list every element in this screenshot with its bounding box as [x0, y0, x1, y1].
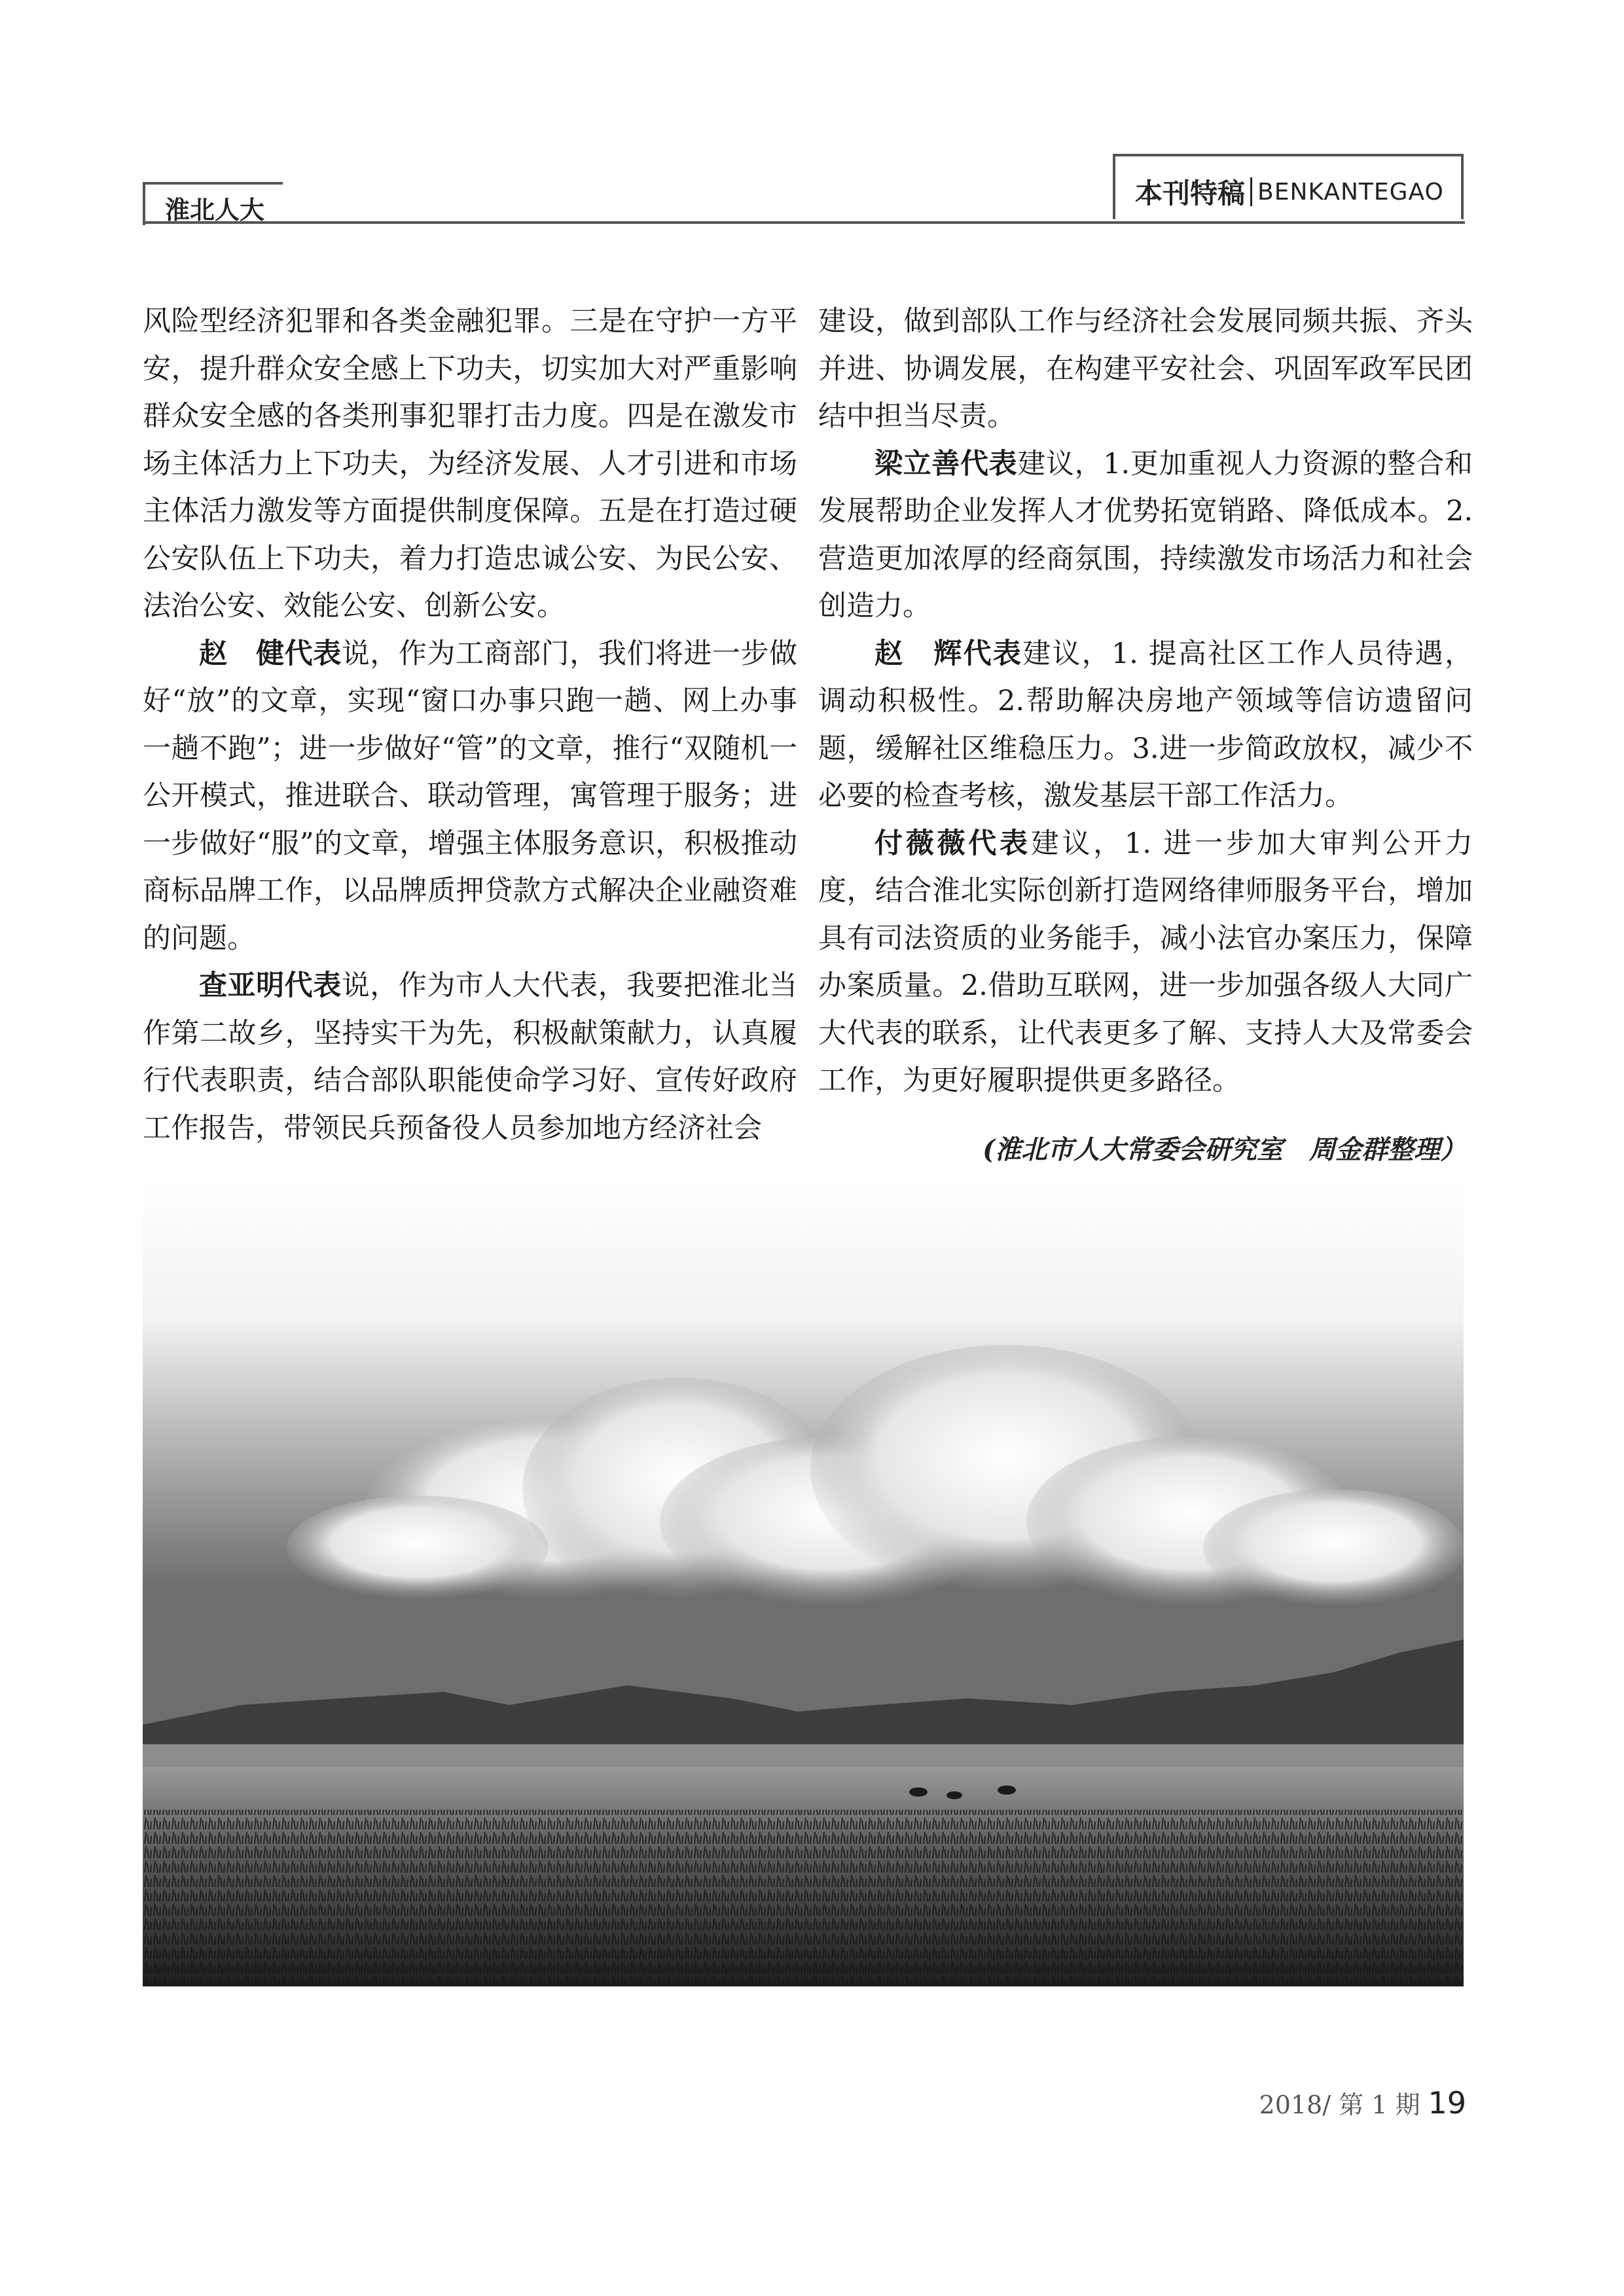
- left-column: [143, 298, 797, 1152]
- paragraph: [143, 630, 797, 963]
- speaker-name: 赵 健代表: [199, 637, 342, 670]
- issue-label: 2018/ 第 1 期: [1259, 2090, 1420, 2119]
- speaker-statement: 建议，1.更加重视人力资源的整合和发展帮助企业发挥人才优势拓宽销路、降低成本。2.营造更加浓厚的经商氛围，持续激发市场活力和社会创造力。: [818, 447, 1473, 622]
- page-footer: [1178, 2085, 1466, 2121]
- journal-title: 淮北人大: [165, 196, 265, 224]
- paragraph: [818, 820, 1473, 1105]
- section-divider: [1250, 177, 1252, 206]
- paragraph: 风险型经济犯罪和各类金融犯罪。三是在守护一方平安，提升群众安全感上下功夫，切实加大对严重影响群众安全感的各类刑事犯罪打击力度。四是在激发市场主体活力上下功夫，为经济发展、人才引进和市场主体活力激发等方面提供制度保障。五是在打造过硬公安队伍上下功夫，着力打造忠诚公安、为民公安、法治公安、效能公安、创新公安。: [143, 305, 797, 622]
- speaker-statement: 建议，1. 进一步加大审判公开力度，结合淮北实际创新打造网络律师服务平台，增加具有司法资质的业务能手，减小法官办案压力，保障办案质量。2.借助互联网，进一步加强各级人大同广大代表的联系，让代表更多了解、支持人大及常委会工作，为更好履职提供更多路径。: [818, 827, 1473, 1097]
- speaker-name: 查亚明代表: [199, 969, 342, 1002]
- speaker-statement: 建议，1. 提高社区工作人员待遇，调动积极性。2.帮助解决房地产领域等信访遗留问题，缓解社区维稳压力。3.进一步简政放权，减少不必要的检查考核，激发基层干部工作活力。: [818, 637, 1473, 812]
- paragraph: [143, 962, 797, 1152]
- page-number: 19: [1428, 2085, 1466, 2121]
- speaker-statement: 说，作为工商部门，我们将进一步做好“放”的文章，实现“窗口办事只跑一趟、网上办事一趟不跑”；进一步做好“管”的文章，推行“双随机一公开模式，推进联合、联动管理，寓管理于服务；进一步做好“服”的文章，增强主体服务意识，积极推动商标品牌工作，以品牌质押贷款方式解决企业融资难的问题。: [143, 637, 797, 955]
- paragraph: [818, 440, 1473, 630]
- landscape-illustration: [143, 1181, 1464, 1986]
- running-head-left: [143, 182, 283, 225]
- speaker-name: 付薇薇代表: [875, 827, 1031, 860]
- header-rule: [143, 221, 1465, 224]
- landscape-photo: [143, 1181, 1464, 1986]
- paragraph: 建设，做到部队工作与经济社会发展同频共振、齐头并进、协调发展，在构建平安社会、巩固军政军民团结中担当尽责。: [818, 305, 1473, 433]
- right-column: [818, 298, 1473, 1105]
- running-head-right: [1113, 154, 1464, 219]
- speaker-name: 赵 辉代表: [875, 637, 1023, 670]
- speaker-statement: 说，作为市人大代表，我要把淮北当作第二故乡，坚持实干为先，积极献策献力，认真履行代表职责，结合部队职能使命学习好、宣传好政府工作报告，带领民兵预备役人员参加地方经济社会: [143, 969, 797, 1145]
- compiler-credit: (淮北市人大常委会研究室 周金群整理）: [983, 1134, 1466, 1165]
- section-title: 本刊特稿: [1135, 177, 1246, 209]
- section-title-pinyin: BENKANTEGAO: [1257, 178, 1444, 206]
- speaker-name: 梁立善代表: [875, 447, 1018, 480]
- paragraph: [818, 630, 1473, 820]
